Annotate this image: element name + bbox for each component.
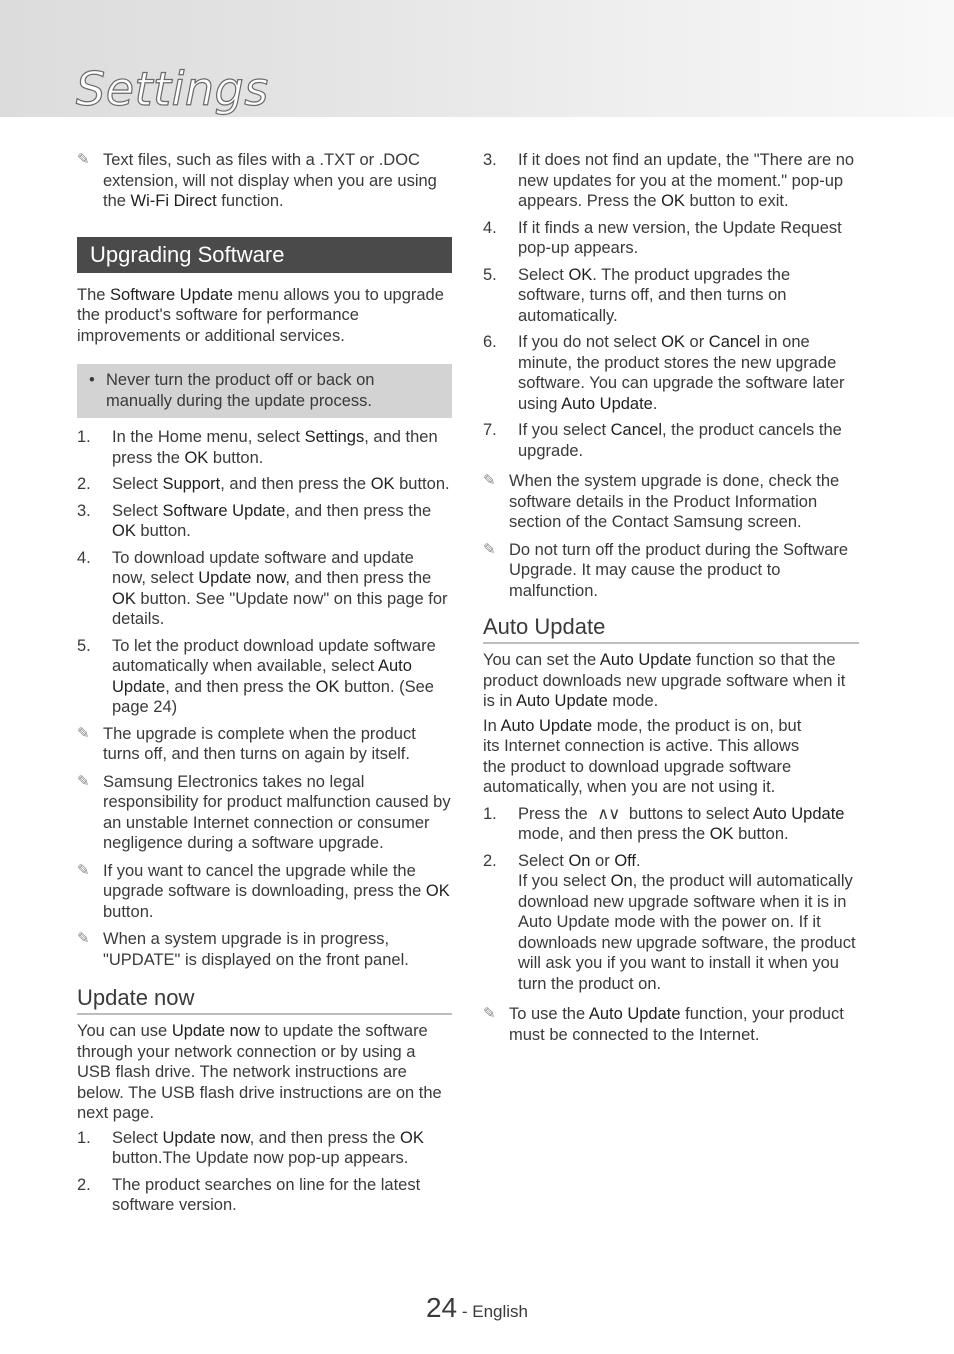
section-title: Upgrading Software xyxy=(77,237,452,273)
page-footer xyxy=(0,1292,954,1324)
auto-update-description: In Auto Update mode, the product is on, but its Internet connection is active. This allows the product to download upgrade software automatically, when you are not using it. xyxy=(483,716,802,796)
list-item: 2. The product searches on line for the latest software version. xyxy=(77,1175,421,1214)
update-now-steps xyxy=(77,1128,452,1216)
auto-update-heading: Auto Update xyxy=(483,613,859,644)
pencil-note-icon: ✎ xyxy=(77,151,90,168)
right-column xyxy=(483,150,859,1052)
note: ✎ Samsung Electronics takes no legal responsibility for product malfunction caused by an unstable Internet connection or consumer negligence during a software upgrade. xyxy=(77,772,451,852)
upgrade-steps xyxy=(77,427,452,718)
list-item: 1. In the Home menu, select Settings, and then press the OK button. xyxy=(77,428,438,467)
list-item: 2. Select On or Off. If you select On, the product will automatically download new upgrade software when it is in Auto Update mode with the power on. If it downloads new upgrade software, the product will ask you if you want to install it when you turn the product on. xyxy=(483,851,856,993)
pencil-note-icon: ✎ xyxy=(77,930,90,947)
pencil-note-icon: ✎ xyxy=(77,861,90,879)
list-item: 1. Select Update now, and then press the OK button.The Update now pop-up appears. xyxy=(77,1128,424,1167)
list-item: 6. If you do not select OK or Cancel in one minute, the product stores the new upgrade software. You can upgrade the software later using Auto Update. xyxy=(483,333,845,413)
left-column xyxy=(77,150,452,1222)
note: ✎ Do not turn off the product during the Software Upgrade. It may cause the product to malfunction. xyxy=(483,540,849,600)
list-item: 4. If it finds a new version, the Update Request pop-up appears. xyxy=(483,218,842,257)
note: ✎ When the system upgrade is done, check the software details in the Product Information section of the Contact Samsung screen. xyxy=(483,472,840,531)
update-now-intro: You can use Update now to update the software through your network connection or by using a USB flash drive. The network instructions are below. The USB flash drive instructions are on the next page. xyxy=(77,1022,442,1122)
auto-update-intro: You can set the Auto Update function so that the product downloads new upgrade software when it is in Auto Update mode. xyxy=(483,651,846,710)
pencil-note-icon: ✎ xyxy=(77,724,90,742)
update-now-steps-continued xyxy=(483,150,859,461)
section-intro: The Software Update menu allows you to upgrade the product's software for performance improvements or additional services. xyxy=(77,285,444,345)
note: ✎ If you want to cancel the upgrade while the upgrade software is downloading, press the OK button. xyxy=(77,861,450,921)
list-item: 5. To let the product download update software automatically when available, select Auto Update, and then press the OK button. (See page 24) xyxy=(77,636,436,716)
intro-note: ✎ Text files, such as files with a .TXT or .DOC extension, will not display when you are using the Wi-Fi Direct function. xyxy=(77,151,437,210)
list-item: 5. Select OK. The product upgrades the software, turns off, and then turns on automatically. xyxy=(483,265,791,325)
list-item: 1. Press the ∧∨ buttons to select Auto Update mode, and then press the OK button. xyxy=(483,804,845,843)
bullet-dot-icon: • xyxy=(89,371,95,389)
pencil-note-icon: ✎ xyxy=(483,472,496,489)
list-item: 3. Select Software Update, and then press the OK button. xyxy=(77,501,432,540)
up-down-arrows-icon: ∧∨ xyxy=(597,804,620,823)
note: ✎ When a system upgrade is in progress, "UPDATE" is displayed on the front panel. xyxy=(77,930,409,969)
warning-box: • Never turn the product off or back on manually during the update process. xyxy=(77,364,452,418)
page-title: Settings xyxy=(76,62,269,116)
page-number: 24 xyxy=(425,1292,458,1323)
pencil-note-icon: ✎ xyxy=(483,1005,496,1022)
note: ✎ To use the Auto Update function, your product must be connected to the Internet. xyxy=(483,1005,844,1044)
auto-update-steps xyxy=(483,804,859,995)
list-item: 7. If you select Cancel, the product cancels the upgrade. xyxy=(483,421,842,460)
update-now-heading: Update now xyxy=(77,984,452,1015)
language-label: - English xyxy=(457,1302,529,1321)
list-item: 4. To download update software and update now, select Update now, and then press the OK button. See "Update now" on this page for details. xyxy=(77,548,448,628)
note: ✎ The upgrade is complete when the product turns off, and then turns on again by itself. xyxy=(77,724,416,763)
list-item: 3. If it does not find an update, the "There are no new updates for you at the moment." pop-up appears. Press the OK button to exit. xyxy=(483,151,855,210)
pencil-note-icon: ✎ xyxy=(77,772,90,790)
list-item: 2. Select Support, and then press the OK button. xyxy=(77,475,450,493)
pencil-note-icon: ✎ xyxy=(483,540,496,558)
